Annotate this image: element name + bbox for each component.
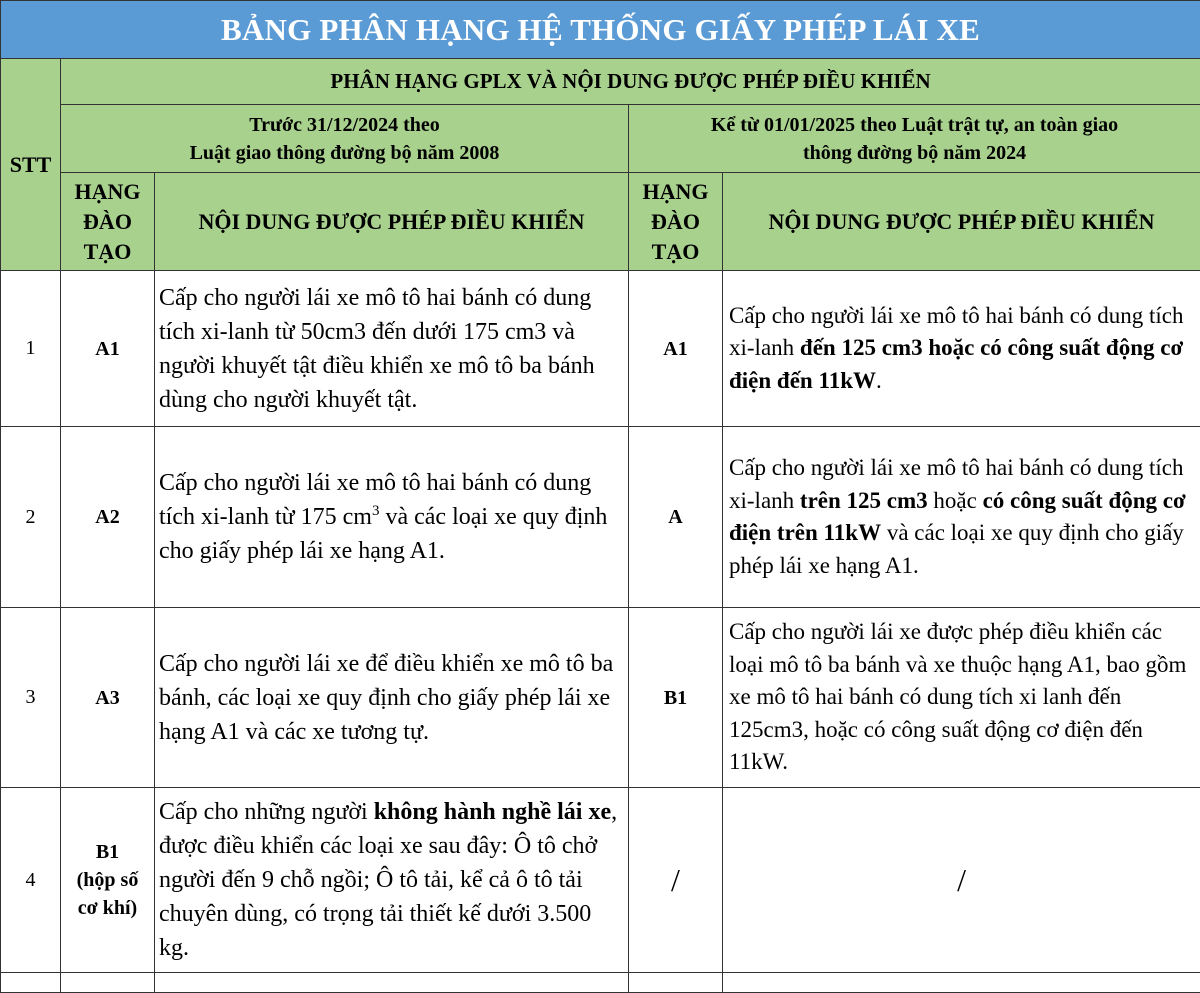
before-2024-header: [61, 105, 629, 173]
table-row: [1, 973, 1200, 993]
old-content: [155, 973, 629, 993]
new-class: /: [629, 788, 723, 973]
table-row: [1, 271, 1200, 427]
old-content: Cấp cho người lái xe để điều khiển xe mô tô ba bánh, các loại xe quy định cho giấy phép lái xe hạng A1 và các xe tương tự.: [155, 608, 629, 788]
before-header-line2: Luật giao thông đường bộ năm 2008: [61, 139, 628, 167]
before-header-line1: Trước 31/12/2024 theo: [61, 111, 628, 139]
old-class-column-header: HẠNG ĐÀO TẠO: [61, 173, 155, 271]
after-header-line1: Kể từ 01/01/2025 theo Luật trật tự, an toàn giao: [629, 111, 1200, 139]
new-class: A1: [629, 271, 723, 427]
table-row: [1, 427, 1200, 608]
row-number: 2: [1, 427, 61, 608]
new-class: [629, 973, 723, 993]
new-class: B1: [629, 608, 723, 788]
old-content: Cấp cho người lái xe mô tô hai bánh có dung tích xi-lanh từ 175 $cm^3$ và các loại xe quy định cho giấy phép lái xe hạng A1.: [155, 427, 629, 608]
old-class: A3: [61, 608, 155, 788]
old-content: Cấp cho những người không hành nghề lái xe, được điều khiển các loại xe sau đây: Ô tô chở người đến 9 chỗ ngồi; Ô tô tải, kể cả ô tô tải chuyên dùng, có trọng tải thiết kế dưới 3.500 kg.: [155, 788, 629, 973]
new-content: [723, 973, 1200, 993]
table-row: [1, 788, 1200, 973]
after-header-line2: thông đường bộ năm 2024: [629, 139, 1200, 167]
stt-header: STT: [1, 59, 61, 271]
new-content-column-header: NỘI DUNG ĐƯỢC PHÉP ĐIỀU KHIỂN: [723, 173, 1200, 271]
table-row: [1, 608, 1200, 788]
old-class: A1: [61, 271, 155, 427]
new-content: /: [723, 788, 1200, 973]
new-content: Cấp cho người lái xe mô tô hai bánh có dung tích xi-lanh trên 125 cm3 hoặc có công suất động cơ điện trên 11kW và các loại xe quy định cho giấy phép lái xe hạng A1.: [723, 427, 1200, 608]
new-class-column-header: HẠNG ĐÀO TẠO: [629, 173, 723, 271]
old-class: [61, 973, 155, 993]
new-class: A: [629, 427, 723, 608]
old-class: B1 (hộp số cơ khí): [61, 788, 155, 973]
old-content-column-header: NỘI DUNG ĐƯỢC PHÉP ĐIỀU KHIỂN: [155, 173, 629, 271]
new-content: Cấp cho người lái xe mô tô hai bánh có dung tích xi-lanh đến 125 cm3 hoặc có công suất động cơ điện đến 11kW.: [723, 271, 1200, 427]
table-title: BẢNG PHÂN HẠNG HỆ THỐNG GIẤY PHÉP LÁI XE: [1, 1, 1200, 59]
old-content: Cấp cho người lái xe mô tô hai bánh có dung tích xi-lanh từ 50cm3 đến dưới 175 cm3 và người khuyết tật điều khiển xe mô tô ba bánh dùng cho người khuyết tật.: [155, 271, 629, 427]
row-number: 1: [1, 271, 61, 427]
old-class: A2: [61, 427, 155, 608]
after-2025-header: [629, 105, 1200, 173]
row-number: 3: [1, 608, 61, 788]
classification-header: PHÂN HẠNG GPLX VÀ NỘI DUNG ĐƯỢC PHÉP ĐIỀU KHIỂN: [61, 59, 1200, 105]
row-number: [1, 973, 61, 993]
row-number: 4: [1, 788, 61, 973]
new-content: Cấp cho người lái xe được phép điều khiển các loại mô tô ba bánh và xe thuộc hạng A1, bao gồm xe mô tô hai bánh có dung tích xi lanh đến 125cm3, hoặc có công suất động cơ điện đến 11kW.: [723, 608, 1200, 788]
